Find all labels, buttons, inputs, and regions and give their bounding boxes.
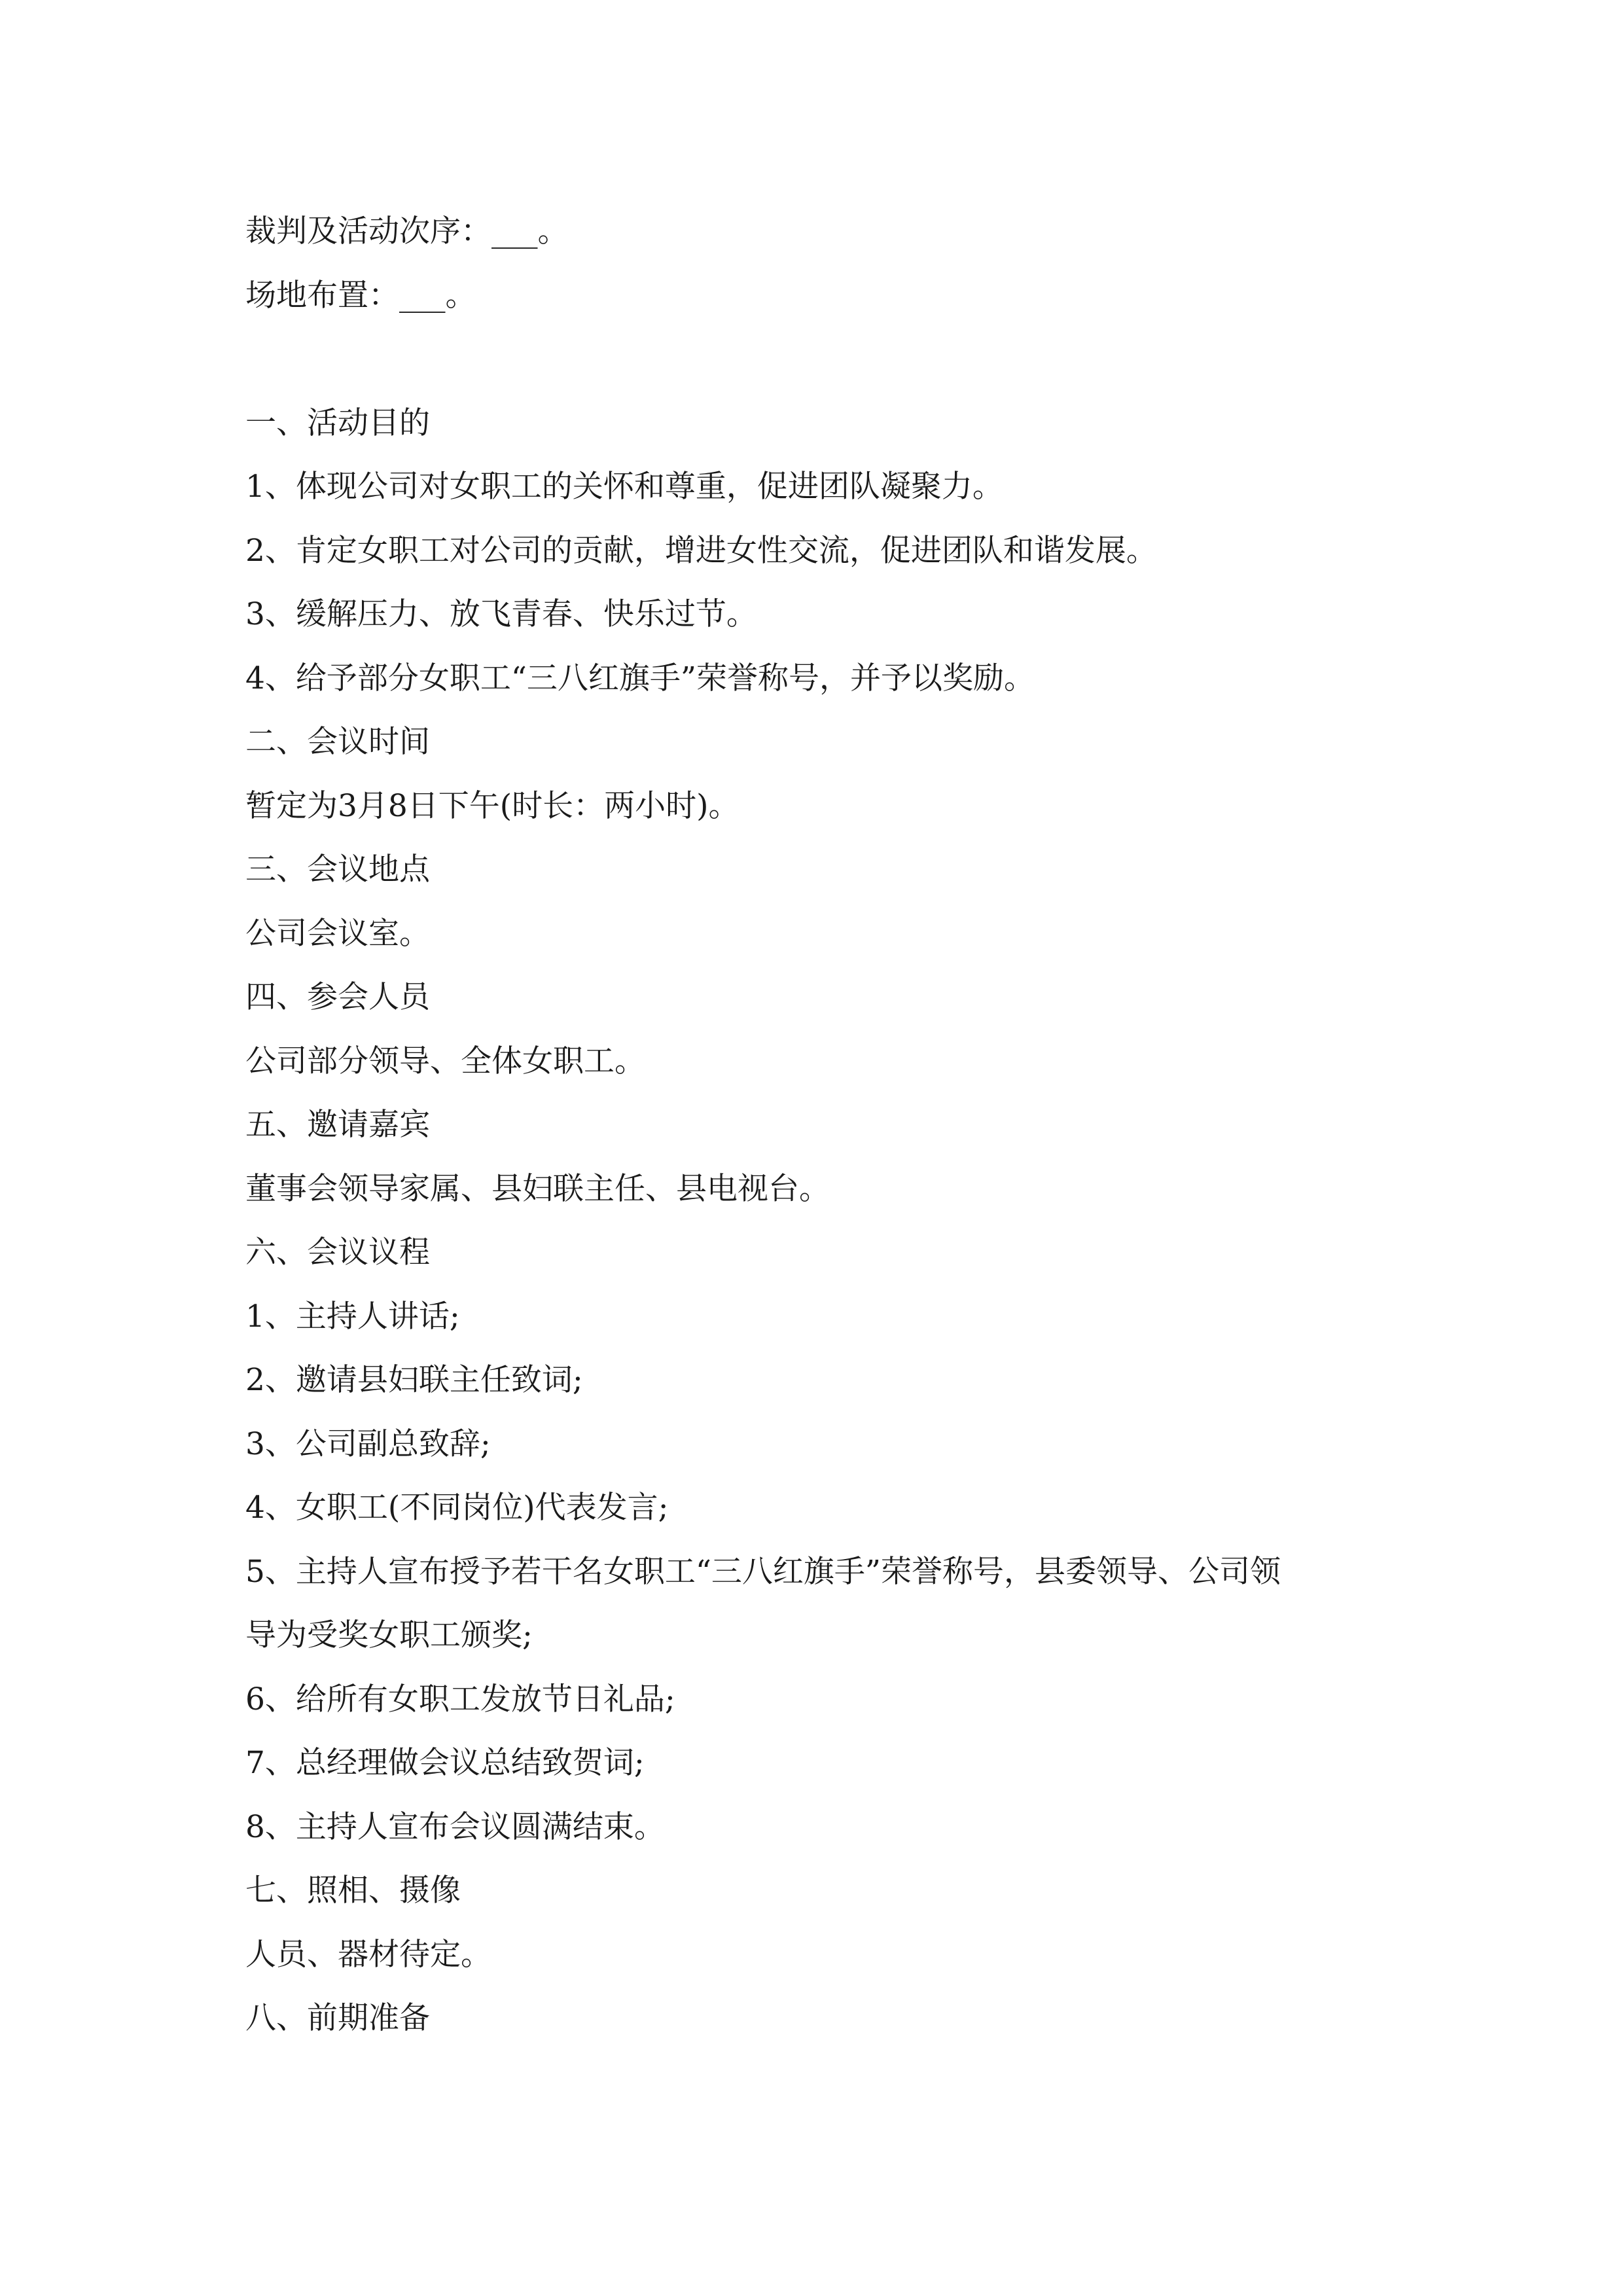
meeting-time-text: 暂定为3月8日下午(时长：两小时)。 — [245, 787, 740, 824]
guests-text: 董事会领导家属、县妇联主任、县电视台。 — [245, 1170, 830, 1207]
photography-text: 人员、器材待定。 — [245, 1936, 491, 1973]
venue-layout-line: 场地布置：___。 — [245, 277, 476, 314]
section-heading-purpose: 一、活动目的 — [245, 404, 430, 441]
agenda-item-6: 6、给所有女职工发放节日礼品; — [245, 1681, 675, 1717]
agenda-item-3: 3、公司副总致辞; — [245, 1426, 491, 1462]
document-body — [245, 200, 1384, 2051]
agenda-item-4: 4、女职工(不同岗位)代表发言; — [245, 1490, 669, 1526]
section-heading-preparation: 八、前期准备 — [245, 2000, 430, 2036]
agenda-item-1: 1、主持人讲话; — [245, 1298, 460, 1335]
section-heading-location: 三、会议地点 — [245, 852, 430, 888]
purpose-item-3: 3、缓解压力、放飞青春、快乐过节。 — [245, 596, 757, 632]
paragraph-gap — [245, 327, 1384, 391]
section-heading-attendees: 四、参会人员 — [245, 979, 430, 1015]
section-heading-time: 二、会议时间 — [245, 724, 430, 760]
purpose-item-4: 4、给予部分女职工“三八红旗手”荣誉称号，并予以奖励。 — [245, 660, 1035, 696]
referee-order-line: 裁判及活动次序：___。 — [245, 213, 569, 249]
agenda-item-5: 5、主持人宣布授予若干名女职工“三八红旗手”荣誉称号，县委领导、公司领 — [245, 1553, 1281, 1590]
meeting-location-text: 公司会议室。 — [245, 915, 430, 952]
agenda-item-8: 8、主持人宣布会议圆满结束。 — [245, 1808, 665, 1845]
purpose-item-1: 1、体现公司对女职工的关怀和尊重，促进团队凝聚力。 — [245, 469, 1003, 505]
agenda-item-5-continued: 导为受奖女职工颁奖; — [245, 1617, 533, 1653]
purpose-item-2: 2、肯定女职工对公司的贡献，增进女性交流，促进团队和谐发展。 — [245, 532, 1157, 569]
agenda-item-2: 2、邀请县妇联主任致词; — [245, 1362, 583, 1398]
agenda-item-7: 7、总经理做会议总结致贺词; — [245, 1745, 645, 1781]
section-heading-photography: 七、照相、摄像 — [245, 1873, 461, 1909]
section-heading-agenda: 六、会议议程 — [245, 1234, 430, 1270]
section-heading-guests: 五、邀请嘉宾 — [245, 1107, 430, 1143]
attendees-text: 公司部分领导、全体女职工。 — [245, 1043, 645, 1079]
